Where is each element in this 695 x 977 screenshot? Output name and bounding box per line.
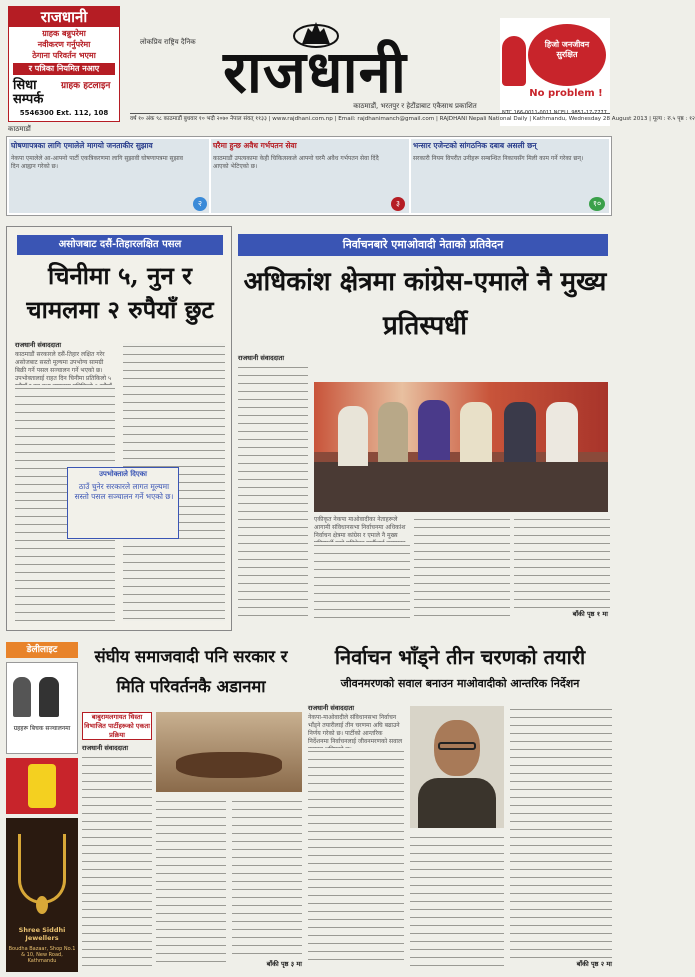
- prep-story-photo[interactable]: [410, 706, 504, 828]
- federal-story-byline: राजधानी संवाददाता: [82, 744, 129, 752]
- teaser-1-page: २: [193, 197, 207, 211]
- person-6: [546, 402, 578, 462]
- cartoon-figure-1: [13, 677, 31, 717]
- masthead-tagline: लोकप्रिय राष्ट्रिय दैनिक: [140, 38, 196, 46]
- prep-story-headline: निर्वाचन भाँड्ने तीन चरणको तयारी: [334, 645, 586, 669]
- safety-ad-contact: NTC 166-0011-0011 NCELL 9851-17-7777: [502, 110, 607, 116]
- teaser-1[interactable]: [9, 139, 209, 213]
- prep-story-column-1: [308, 748, 404, 966]
- ad-phone: 5546300 Ext. 112, 108: [19, 109, 109, 117]
- federal-story-column-1: [82, 754, 152, 968]
- teaser-3[interactable]: [411, 139, 609, 213]
- federal-story-photo[interactable]: [156, 712, 302, 792]
- lead-story-headline: अधिकांश क्षेत्रमा कांग्रेस-एमाले नै मुख्य प्रतिस्पर्धी: [243, 267, 607, 341]
- dateline: वर्ष १० अंक ९८ काठमाडौं बुधवार १० भदौ २०७० नेपाल संवत् ११३३ | www.rajdhani.com.np | Email: rajdhanimanch@gmail.com | RAJDHANI Nepali National Daily | Kathmandu, Wednesday 28 August 2013 | मूल्य : रु.५ पृष्ठ : १२: [130, 113, 610, 123]
- federal-story-headline: संघीय समाजवादी पनि सरकार र मिति परिवर्तनकै अडानमा: [94, 647, 288, 696]
- ad-line-4: र पत्रिका नियमित नआए: [13, 63, 115, 75]
- teaser-2[interactable]: [211, 139, 409, 213]
- cartoon-caption: ग्रहहरू बिचक सञ्चालनमा: [13, 725, 71, 732]
- lead-story-column-left: [238, 364, 308, 620]
- teaser-1-head: घोषणापत्रका लागि एमालेले मागयो जनताकीर सुझाव: [11, 141, 153, 150]
- masthead: [0, 0, 695, 137]
- mascot-icon: [502, 36, 526, 86]
- sidebar-ads: [6, 642, 78, 972]
- pullquote-text: ठाउँ चुनेर सरकारले लागत मूल्यमा सस्तो पसल सञ्चालन गर्ने भएको छ।: [74, 482, 174, 501]
- meeting-table: [176, 752, 282, 778]
- prep-story-byline: राजधानी संवाददाता: [308, 704, 355, 712]
- federal-story[interactable]: [82, 642, 302, 972]
- lead-story-column-2: [314, 542, 410, 618]
- portrait-body: [418, 778, 496, 828]
- lead-story-kicker: निर्वाचनबारे एमाओवादी नेताको प्रतिवेदन: [238, 234, 608, 256]
- masthead-subline: काठमाडौं, भरतपुर र हेटौंडाबाट एकैसाथ प्रकाशित: [353, 102, 477, 110]
- prep-story-column-3: [510, 706, 612, 960]
- prep-story-column-2: [410, 834, 504, 966]
- ad-line-3: ठेगाना परिवर्तन भएमा: [32, 51, 96, 60]
- teaser-3-page: १०: [589, 197, 605, 211]
- lead-story-byline: राजधानी संवाददाता: [238, 354, 285, 362]
- lead-story[interactable]: [238, 226, 614, 631]
- subscription-ad[interactable]: [8, 6, 120, 122]
- teaser-3-head: भन्सार एजेन्टको सांगठनिक दबाब असली छन्: [413, 141, 537, 150]
- ad-brand: राजधानी: [9, 7, 119, 27]
- pullquote-kicker: उपभोक्ताले दिएका: [99, 470, 147, 478]
- federal-story-kicker: बाबुरामलगायत थिस्ता विभाजित पार्टीहरूको एकता प्रक्रिया: [82, 712, 152, 740]
- ad-contact-title: सिधा सम्पर्क: [13, 78, 44, 107]
- lead-story-column-4: [514, 516, 610, 608]
- ad-contact-sub: ग्राहक हटलाइन: [61, 81, 111, 91]
- teaser-strip: [6, 136, 612, 216]
- federal-story-continued[interactable]: बाँकी पृष्ठ ३ मा: [266, 960, 302, 968]
- lead-story-photo[interactable]: [314, 382, 608, 512]
- prep-story-subhead: जीवनमरणको सवाल बनाउन माओवादीको आन्तरिक निर्देशन: [340, 677, 580, 690]
- necklace-icon: [18, 834, 66, 904]
- teaser-2-page: ३: [391, 197, 405, 211]
- product-pack-icon: [28, 764, 56, 808]
- photo-table: [314, 462, 608, 512]
- federal-story-column-3: [232, 798, 302, 958]
- person-3: [418, 400, 450, 460]
- corner-label: काठमाडौं: [8, 125, 31, 133]
- ad-line-2: नवीकरण गर्नुपरेमा: [37, 40, 91, 49]
- left-story-headline: चिनीमा ५, नुन र चामलमा २ रुपैयाँ छुट: [26, 261, 214, 324]
- person-4: [460, 402, 492, 462]
- jewellery-shop: Shree Siddhi Jewellers: [18, 926, 66, 942]
- teaser-2-head: घरैमा हुन्छ अवैध गर्भपतन सेवा: [213, 141, 297, 150]
- lead-story-column-3: [414, 516, 510, 618]
- portrait-glasses: [438, 742, 476, 750]
- prep-story-continued[interactable]: बाँकी पृष्ठ २ मा: [576, 960, 612, 968]
- cartoon-figure-2: [39, 677, 59, 717]
- left-story-kicker: असोजबाट दसैं-तिहारलक्षित पसल: [17, 235, 223, 255]
- safety-ad-title: हिजो जनजीवन सुरक्षित: [544, 40, 590, 59]
- person-1: [338, 406, 368, 466]
- teaser-2-body: काठमाडौं उपत्यकामा केही चिकित्सकले आफ्नो घरमै अवैध गर्भपतन सेवा दिंदै आएको भेटिएको छ।: [213, 155, 379, 170]
- sidebar-brand: डेलीलाइट: [6, 642, 78, 658]
- cartoon-box[interactable]: [6, 662, 78, 754]
- masthead-title: राजधानी: [223, 38, 407, 106]
- lead-story-body: एकीकृत नेकपा माओवादीका नेताहरूले आगामी संविधानसभा निर्वाचनमा अधिकांश निर्वाचन क्षेत्रमा कांग्रेस र एमाले नै मुख्य: [314, 516, 406, 539]
- federal-story-column-2: [156, 798, 226, 968]
- teaser-1-body: नेकपा एमालेले आ-आफ्नो पार्टी एकत्रिकरणमा लागि सुझावी घोषणापत्रमा सुझाव दिन आह्वान गरेको छ।: [11, 155, 184, 170]
- ad-line-1: ग्राहक बन्नुपरेमा: [42, 29, 86, 38]
- left-story[interactable]: [6, 226, 232, 631]
- left-story-byline: राजधानी संवाददाता: [15, 341, 62, 349]
- person-5: [504, 402, 536, 462]
- jewellery-address: Boudha Bazaar, Shop No.1 & 10, New Road, Kathmandu: [8, 946, 76, 964]
- lead-story-continued[interactable]: बाँकी पृष्ठ १ मा: [572, 610, 608, 618]
- prep-story[interactable]: [308, 642, 614, 972]
- pendant-icon: [36, 896, 48, 914]
- pullquote: [67, 467, 179, 539]
- prep-story-body: नेकपा-माओवादीले संविधानसभा निर्वाचन भाँड्ने तयारीलाई तीन चरणमा अघि बढाउने निर्णय गरेको छ। पार्टीको आन्तरिक निर्देशनमा निर्वाचनलाई जीवनमरणको सवाल: [308, 714, 403, 745]
- jewellery-ad[interactable]: [6, 818, 78, 972]
- red-ad[interactable]: [6, 758, 78, 814]
- person-2: [378, 402, 408, 462]
- teaser-3-body: सरकारी नियम विपरीत उनीहरू सम्बन्धित निकायसँग मिली काम गर्ने गरेका छन्।: [413, 155, 584, 162]
- safety-ad-slogan: No problem !: [529, 88, 603, 99]
- left-story-body: काठमाडौं सरकारले दसैं-तिहार लक्षित गरेर असोजबाट सस्तो मूल्यमा उपभोग्य सामग्री बिक्री गर्ने पसल सञ्चालन गर्ने भएको छ। उपभोक्तालाई राहत दिन चिनीमा प्रतिकिलो ५: [15, 351, 112, 382]
- safety-ad[interactable]: [500, 18, 610, 126]
